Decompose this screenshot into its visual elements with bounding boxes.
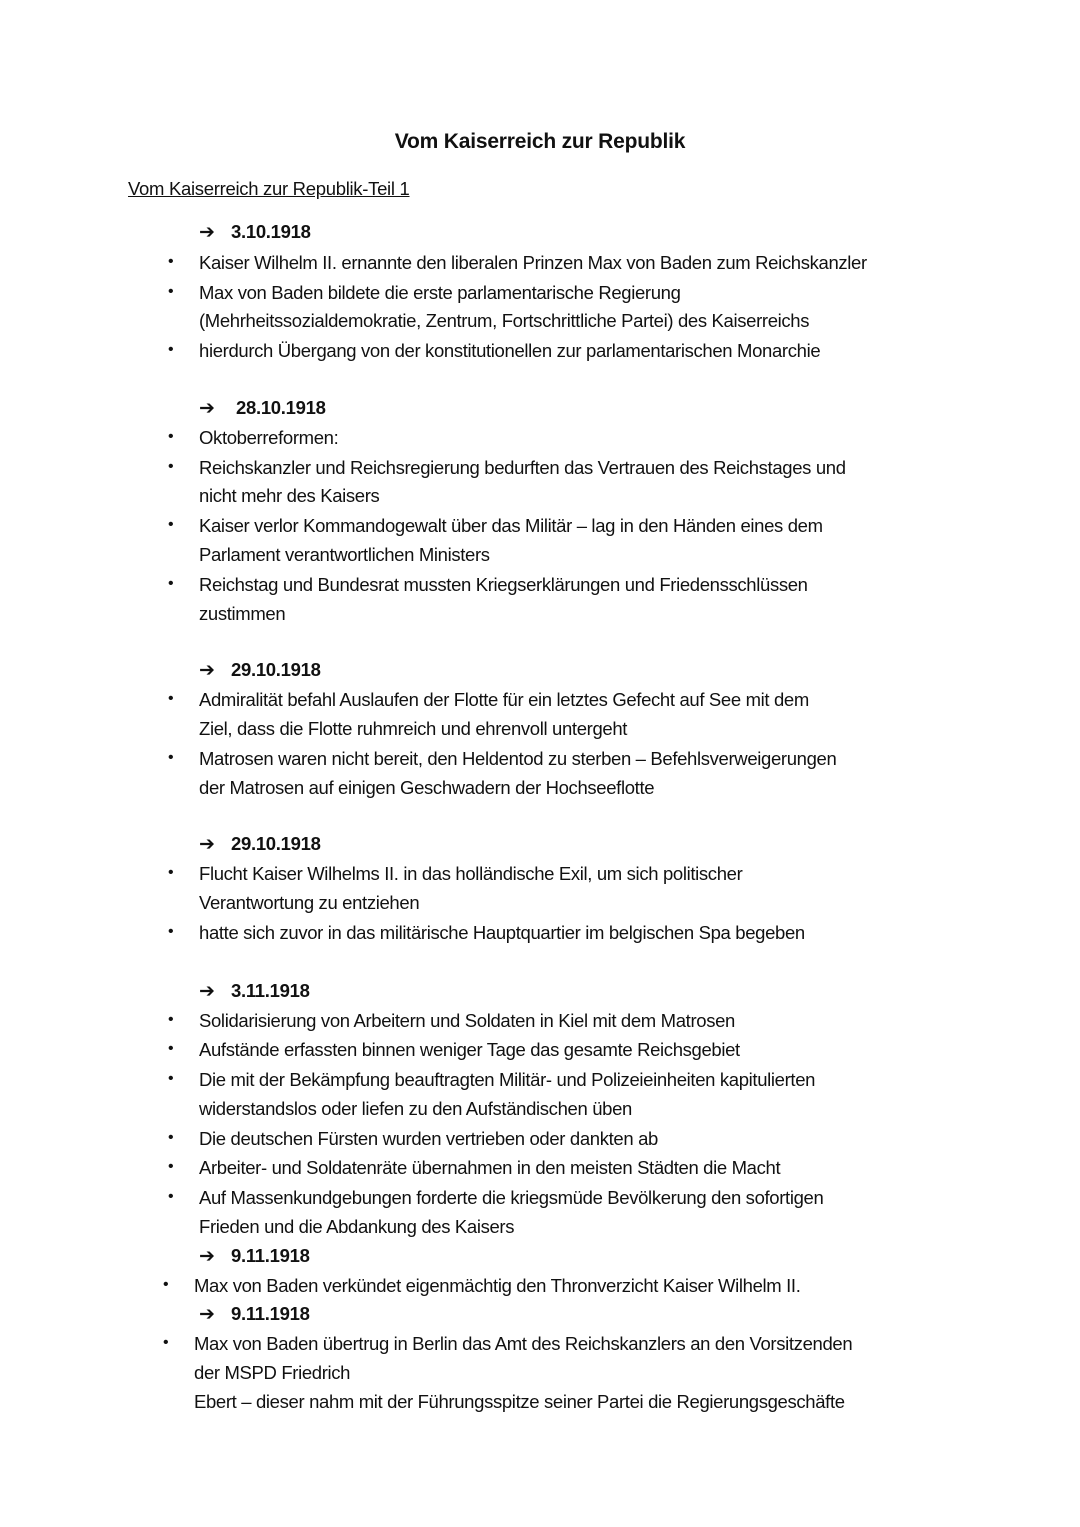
bullet-icon: •: [168, 1040, 174, 1057]
bullet-icon: •: [168, 690, 174, 707]
arrow-right-icon: ➔: [199, 660, 215, 681]
list-item: Flucht Kaiser Wilhelms II. in das holländische Exil, um sich politischer: [199, 863, 743, 884]
bullet-icon: •: [168, 1158, 174, 1175]
list-item-continuation: nicht mehr des Kaisers: [199, 485, 380, 506]
list-item: Admiralität befahl Auslaufen der Flotte für ein letztes Gefecht auf See mit dem: [199, 689, 809, 710]
list-item: hierdurch Übergang von der konstitutionellen zur parlamentarischen Monarchie: [199, 340, 821, 361]
bullet-icon: •: [168, 575, 174, 592]
list-item-continuation: Ziel, dass die Flotte ruhmreich und ehrenvoll untergeht: [199, 718, 628, 739]
bullet-icon: •: [168, 1129, 174, 1146]
section-subtitle: Vom Kaiserreich zur Republik-Teil 1: [128, 178, 410, 199]
bullet-icon: •: [168, 1011, 174, 1028]
list-item: Matrosen waren nicht bereit, den Heldentod zu sterben – Befehlsverweigerungen: [199, 748, 837, 769]
list-item: Kaiser Wilhelm II. ernannte den liberalen Prinzen Max von Baden zum Reichskanzler: [199, 252, 867, 273]
list-item-continuation: der MSPD Friedrich: [194, 1362, 351, 1383]
date-heading: ➔ 3.10.1918: [199, 221, 311, 243]
list-item: Max von Baden verkündet eigenmächtig den Thronverzicht Kaiser Wilhelm II.: [194, 1275, 801, 1296]
date-heading: ➔ 9.11.1918: [199, 1303, 310, 1325]
arrow-right-icon: ➔: [199, 981, 215, 1002]
arrow-right-icon: ➔: [199, 222, 215, 243]
bullet-icon: •: [168, 428, 174, 445]
bullet-icon: •: [168, 864, 174, 881]
list-item: Arbeiter- und Soldatenräte übernahmen in den meisten Städten die Macht: [199, 1157, 781, 1178]
bullet-icon: •: [168, 923, 174, 940]
list-item: Die deutschen Fürsten wurden vertrieben oder dankten ab: [199, 1128, 658, 1149]
bullet-icon: •: [168, 1070, 174, 1087]
bullet-icon: •: [163, 1334, 169, 1351]
list-item: Reichskanzler und Reichsregierung bedurften das Vertrauen des Reichstages und: [199, 457, 846, 478]
list-item: Die mit der Bekämpfung beauftragten Militär- und Polizeieinheiten kapitulierten: [199, 1069, 816, 1090]
list-item: Reichstag und Bundesrat mussten Kriegserklärungen und Friedensschlüssen: [199, 574, 808, 595]
list-item: hatte sich zuvor in das militärische Hauptquartier im belgischen Spa begeben: [199, 922, 805, 943]
bullet-icon: •: [168, 516, 174, 533]
list-item: Aufstände erfassten binnen weniger Tage das gesamte Reichsgebiet: [199, 1039, 740, 1060]
arrow-right-icon: ➔: [199, 398, 215, 419]
bullet-icon: •: [168, 283, 174, 300]
date-heading: ➔ 29.10.1918: [199, 659, 321, 681]
list-item-continuation: zustimmen: [199, 603, 286, 624]
bullet-icon: •: [168, 253, 174, 270]
bullet-icon: •: [168, 749, 174, 766]
list-item: Max von Baden bildete die erste parlamentarische Regierung: [199, 282, 681, 303]
list-item: Auf Massenkundgebungen forderte die kriegsmüde Bevölkerung den sofortigen: [199, 1187, 824, 1208]
list-item-continuation: Frieden und die Abdankung des Kaisers: [199, 1216, 515, 1237]
bullet-icon: •: [168, 1188, 174, 1205]
bullet-icon: •: [163, 1276, 169, 1293]
list-item: Oktoberreformen:: [199, 427, 339, 448]
date-heading: ➔ 9.11.1918: [199, 1245, 310, 1267]
arrow-right-icon: ➔: [199, 1246, 215, 1267]
list-item: Max von Baden übertrug in Berlin das Amt des Reichskanzlers an den Vorsitzenden: [194, 1333, 853, 1354]
list-item-continuation: Parlament verantwortlichen Ministers: [199, 544, 490, 565]
date-heading: ➔ 28.10.1918: [199, 397, 326, 419]
page-title: Vom Kaiserreich zur Republik: [394, 130, 686, 153]
list-item: Kaiser verlor Kommandogewalt über das Militär – lag in den Händen eines dem: [199, 515, 823, 536]
list-item: Solidarisierung von Arbeitern und Soldaten in Kiel mit dem Matrosen: [199, 1010, 735, 1031]
date-heading: ➔ 3.11.1918: [199, 980, 310, 1002]
list-item-continuation: Verantwortung zu entziehen: [199, 892, 420, 913]
arrow-right-icon: ➔: [199, 834, 215, 855]
list-item-continuation: (Mehrheitssozialdemokratie, Zentrum, Fortschrittliche Partei) des Kaiserreichs: [199, 310, 810, 331]
date-heading: ➔ 29.10.1918: [199, 833, 321, 855]
bullet-icon: •: [168, 341, 174, 358]
list-item-continuation: widerstandslos oder liefen zu den Aufständischen üben: [199, 1098, 632, 1119]
bullet-icon: •: [168, 458, 174, 475]
arrow-right-icon: ➔: [199, 1304, 215, 1325]
list-item-continuation: Ebert – dieser nahm mit der Führungsspitze seiner Partei die Regierungsgeschäfte: [194, 1391, 845, 1412]
list-item-continuation: der Matrosen auf einigen Geschwadern der Hochseeflotte: [199, 777, 655, 798]
